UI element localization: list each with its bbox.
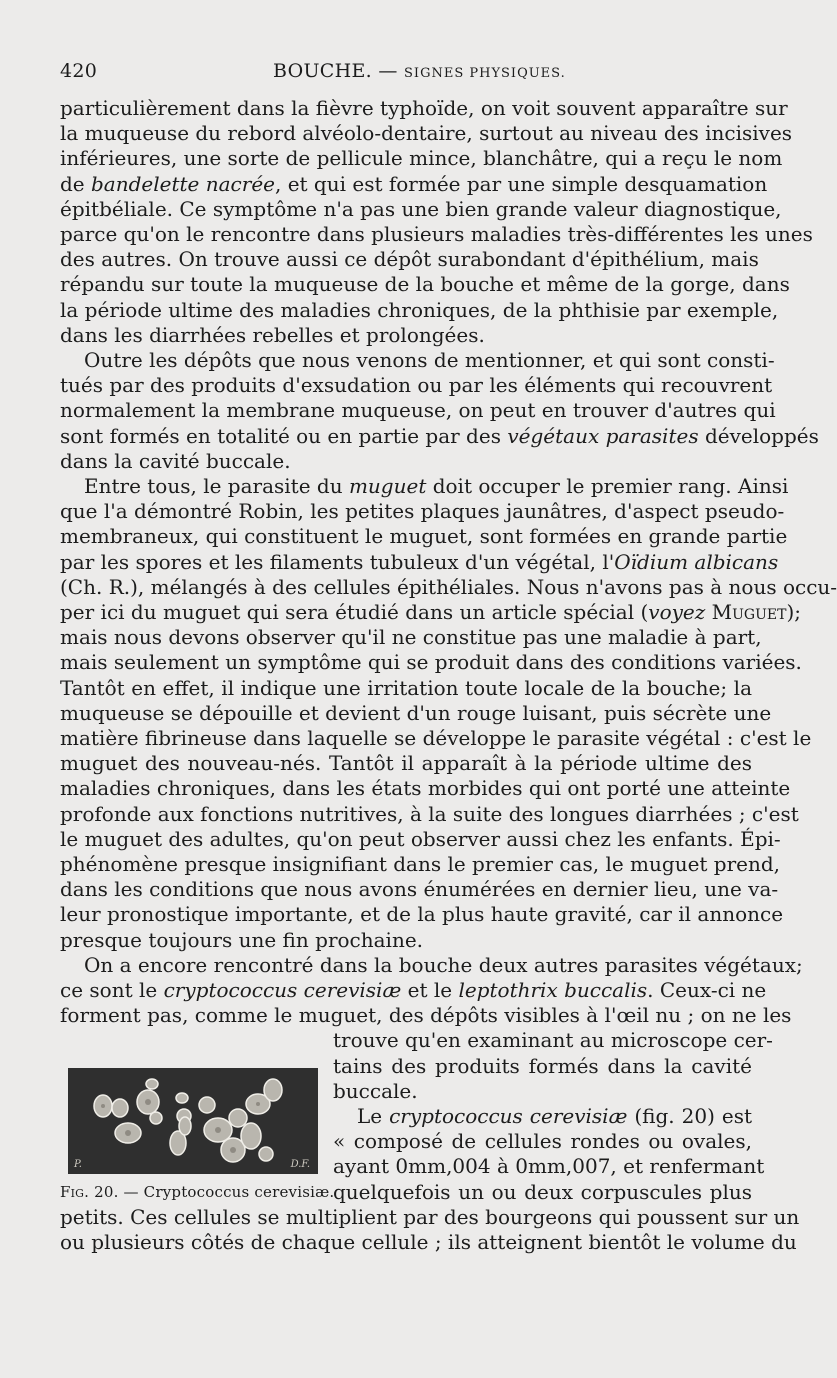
text-line xyxy=(60,424,819,448)
text-segment: de xyxy=(60,172,91,196)
italic-term: muguet xyxy=(348,474,427,498)
text-line xyxy=(60,978,767,1002)
text-segment: par les spores et les filaments tubuleux d'un végétal, l' xyxy=(60,550,615,574)
text-line: ou plusieurs côtés de chaque cellule ; ils atteignent bientôt le volume du xyxy=(60,1230,797,1254)
text-line xyxy=(60,172,768,196)
figure-caption-label: Fig. 20. xyxy=(60,1183,119,1201)
text-line: Tantôt en effet, il indique une irritation toute locale de la bouche; la xyxy=(60,676,752,700)
text-segment: sont formés en totalité ou en partie par des xyxy=(60,424,508,448)
running-title: BOUCHE. xyxy=(273,60,373,82)
text-line: membraneux, qui constituent le muguet, sont formées en grande partie xyxy=(60,524,788,548)
text-line: matière fibrineuse dans laquelle se développe le parasite végétal : c'est le xyxy=(60,726,812,750)
text-line: le muguet des adultes, qu'on peut observer aussi chez les enfants. Épi- xyxy=(60,827,781,851)
text-line: mais seulement un symptôme qui se produit dans des conditions variées. xyxy=(60,650,802,674)
text-line: Outre les dépôts que nous venons de mentionner, et qui sont consti- xyxy=(84,348,775,372)
text-line: (Ch. R.), mélangés à des cellules épithéliales. Nous n'avons pas à nous occu- xyxy=(60,575,837,599)
text-segment: , et qui est formée par une simple desquamation xyxy=(274,172,768,196)
text-line: muqueuse se dépouille et devient d'un rouge luisant, puis sécrète une xyxy=(60,701,772,725)
text-segment: Le xyxy=(357,1104,390,1128)
text-line: la période ultime des maladies chroniques, de la phthisie par exemple, xyxy=(60,298,779,322)
running-head xyxy=(273,60,566,82)
text-line: quelquefois un ou deux corpuscules plus xyxy=(333,1180,752,1204)
page-header xyxy=(60,60,760,86)
text-segment: développés xyxy=(698,424,819,448)
figure-caption-dash: — xyxy=(123,1183,139,1201)
figure-caption-text: Cryptococcus cerevisiæ. xyxy=(143,1183,335,1201)
text-line xyxy=(60,474,789,498)
text-line xyxy=(333,1104,752,1128)
text-line xyxy=(60,550,779,574)
text-line: dans les conditions que nous avons énumérées en dernier lieu, une va- xyxy=(60,877,779,901)
yeast-cells-engraving xyxy=(68,1068,318,1174)
text-line: petits. Ces cellules se multiplient par des bourgeons qui poussent sur un xyxy=(60,1205,800,1229)
text-line: On a encore rencontré dans la bouche deux autres parasites végétaux; xyxy=(84,953,803,977)
text-line: forment pas, comme le muguet, des dépôts visibles à l'œil nu ; on ne les xyxy=(60,1003,792,1027)
text-line: muguet des nouveau-nés. Tantôt il apparaît à la période ultime des xyxy=(60,751,752,775)
figure-illustration xyxy=(68,1068,318,1174)
text-line: parce qu'on le rencontre dans plusieurs maladies très-différentes les unes xyxy=(60,222,813,246)
text-line: la muqueuse du rebord alvéolo-dentaire, surtout au niveau des incisives xyxy=(60,121,793,145)
running-subtitle: SIGNES PHYSIQUES. xyxy=(404,66,566,81)
italic-term: voyez xyxy=(648,600,706,624)
text-line: « composé de cellules rondes ou ovales, xyxy=(333,1129,752,1153)
text-segment: (fig. 20) est xyxy=(627,1104,752,1128)
text-segment: Entre tous, le parasite du xyxy=(84,474,349,498)
text-segment: ce sont le xyxy=(60,978,164,1002)
text-line: dans les diarrhées rebelles et prolongées. xyxy=(60,323,485,347)
italic-term: Oïdium albicans xyxy=(614,550,779,574)
text-line: tains des produits formés dans la cavité xyxy=(333,1054,752,1078)
text-segment: et le xyxy=(401,978,459,1002)
text-line: presque toujours une fin prochaine. xyxy=(60,928,424,952)
text-line: dans la cavité buccale. xyxy=(60,449,291,473)
text-line: profonde aux fonctions nutritives, à la suite des longues diarrhées ; c'est xyxy=(60,802,799,826)
text-line: des autres. On trouve aussi ce dépôt surabondant d'épithélium, mais xyxy=(60,247,759,271)
text-line: leur pronostique importante, et de la plus haute gravité, car il annonce xyxy=(60,902,784,926)
text-line: trouve qu'en examinant au microscope cer- xyxy=(333,1028,773,1052)
text-line: normalement la membrane muqueuse, on peut en trouver d'autres qui xyxy=(60,398,776,422)
text-line: ayant 0mm,004 à 0mm,007, et renfermant xyxy=(333,1154,765,1178)
text-line: que l'a démontré Robin, les petites plaques jaunâtres, d'aspect pseudo- xyxy=(60,499,785,523)
italic-term: bandelette nacrée xyxy=(91,172,275,196)
text-line: phénomène presque insignifiant dans le premier cas, le muguet prend, xyxy=(60,852,781,876)
small-caps-term: Muguet xyxy=(705,600,787,624)
text-line: tués par des produits d'exsudation ou par les éléments qui recouvrent xyxy=(60,373,773,397)
text-line xyxy=(60,600,802,624)
text-line: inférieures, une sorte de pellicule mince, blanchâtre, qui a reçu le nom xyxy=(60,146,783,170)
running-dash: — xyxy=(378,60,398,82)
italic-term: cryptococcus cerevisiæ xyxy=(163,978,402,1002)
italic-term: végétaux parasites xyxy=(507,424,699,448)
text-line: répandu sur toute la muqueuse de la bouche et même de la gorge, dans xyxy=(60,272,790,296)
text-segment: per ici du muguet qui sera étudié dans un article spécial ( xyxy=(60,600,649,624)
figure-caption xyxy=(60,1183,334,1201)
italic-term: leptothrix buccalis xyxy=(458,978,648,1002)
text-line: particulièrement dans la fièvre typhoïde, on voit souvent apparaître sur xyxy=(60,96,788,120)
engraver-mark-right: D.F. xyxy=(290,1159,310,1170)
text-segment: doit occuper le premier rang. Ainsi xyxy=(426,474,789,498)
text-segment: ); xyxy=(786,600,802,624)
text-line: maladies chroniques, dans les états morbides qui ont porté une atteinte xyxy=(60,776,791,800)
text-line: épitbéliale. Ce symptôme n'a pas une bien grande valeur diagnostique, xyxy=(60,197,782,221)
engraver-mark-left: P. xyxy=(74,1159,82,1170)
text-segment: . Ceux-ci ne xyxy=(647,978,767,1002)
italic-term: cryptococcus cerevisiæ xyxy=(389,1104,628,1128)
page-number: 420 xyxy=(60,60,98,82)
text-line: buccale. xyxy=(333,1079,418,1103)
text-line: mais nous devons observer qu'il ne constitue pas une maladie à part, xyxy=(60,625,762,649)
